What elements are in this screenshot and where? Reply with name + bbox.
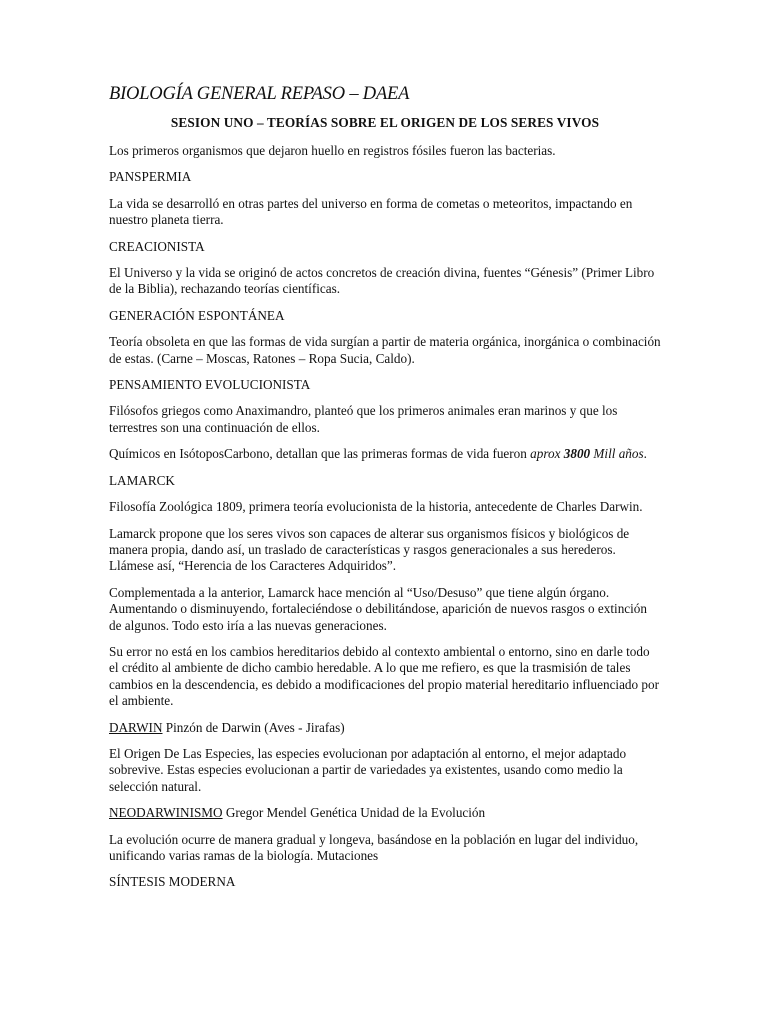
- evolucionista-paragraph-1: Filósofos griegos como Anaximandro, planteó que los primeros animales eran marinos y que los terrestres son una continuación de ellos.: [109, 403, 618, 435]
- evolucionista-p2-approx: aprox: [530, 446, 564, 462]
- heading-generacion-espontanea: GENERACIÓN ESPONTÁNEA: [109, 307, 285, 323]
- heading-neodarwinismo: NEODARWINISMO: [109, 805, 223, 821]
- document-body: [109, 84, 661, 901]
- darwin-paragraph: El Origen De Las Especies, las especies evolucionan por adaptación al entorno, el mejor adaptado sobrevive. Estas especies evolucionan a partir de variedades ya existentes, usando como medio la selección natural.: [109, 745, 627, 794]
- heading-neodarwinismo-line: [109, 805, 661, 821]
- heading-pensamiento-evolucionista: PENSAMIENTO EVOLUCIONISTA: [109, 377, 311, 393]
- heading-lamarck: LAMARCK: [109, 472, 175, 488]
- heading-panspermia: PANSPERMIA: [109, 169, 192, 185]
- lamarck-paragraph-1: Filosofía Zoológica 1809, primera teoría evolucionista de la historia, antecedente de Charles Darwin.: [109, 499, 643, 515]
- evolucionista-p2-end: .: [643, 446, 647, 462]
- heading-creacionista: CREACIONISTA: [109, 238, 205, 254]
- neodarwinismo-heading-rest: Gregor Mendel Genética Unidad de la Evolución: [222, 805, 486, 821]
- creacionista-paragraph: El Universo y la vida se originó de actos concretos de creación divina, fuentes “Génesis” (Primer Libro de la Biblia), rechazando teorías científicas.: [109, 265, 655, 297]
- lamarck-paragraph-3: Complementada a la anterior, Lamarck hace mención al “Uso/Desuso” que tiene algún órgano. Aumentando o disminuyendo, fortaleciéndose o debilitándose, aparición de nuevos rasgos o extinción de algunos. Todo esto iría a las nuevas generaciones.: [109, 584, 647, 633]
- panspermia-paragraph: La vida se desarrolló en otras partes del universo en forma de cometas o meteoritos, impactando en nuestro planeta tierra.: [109, 195, 633, 228]
- heading-sintesis-moderna: SÍNTESIS MODERNA: [109, 874, 236, 890]
- lamarck-paragraph-4: Su error no está en los cambios hereditarios debido al contexto ambiental o entorno, sino en darle todo el crédito al ambiente de dicho cambio heredable. A lo que me refiero, es que la trasmisión de tales cambios en la descendencia, es debido a modificaciones del propio material hereditario influenciado por el ambiente.: [109, 643, 659, 709]
- neodarwinismo-paragraph: La evolución ocurre de manera gradual y longeva, basándose en la población en lugar del individuo, unificando varias ramas de la biología. Mutaciones: [109, 831, 639, 863]
- evolucionista-p2-text: Químicos en IsótoposCarbono, detallan que las primeras formas de vida fueron: [109, 446, 531, 462]
- evolucionista-p2-unit: Mill años: [590, 446, 644, 462]
- lamarck-paragraph-2: Lamarck propone que los seres vivos son capaces de alterar sus organismos físicos y biológicos de manera propia, dando así, un traslado de características y rasgos generacionales a sus herederos. Llámese así, “Herencia de los Caracteres Adquiridos”.: [109, 525, 630, 574]
- intro-paragraph: Los primeros organismos que dejaron huello en registros fósiles fueron las bacterias.: [109, 143, 556, 158]
- generacion-paragraph: Teoría obsoleta en que las formas de vida surgían a partir de materia orgánica, inorgánica o combinación de estas. (Carne – Moscas, Ratones – Ropa Sucia, Caldo).: [109, 334, 661, 366]
- document-title: BIOLOGÍA GENERAL REPASO – DAEA: [109, 84, 410, 104]
- evolucionista-paragraph-2: [109, 446, 661, 462]
- darwin-heading-rest: Pinzón de Darwin (Aves - Jirafas): [162, 719, 345, 735]
- heading-darwin-line: [109, 720, 661, 736]
- evolucionista-p2-number: 3800: [563, 446, 591, 462]
- section-title: SESION UNO – TEORÍAS SOBRE EL ORIGEN DE LOS SERES VIVOS: [170, 115, 600, 130]
- heading-darwin: DARWIN: [109, 719, 163, 735]
